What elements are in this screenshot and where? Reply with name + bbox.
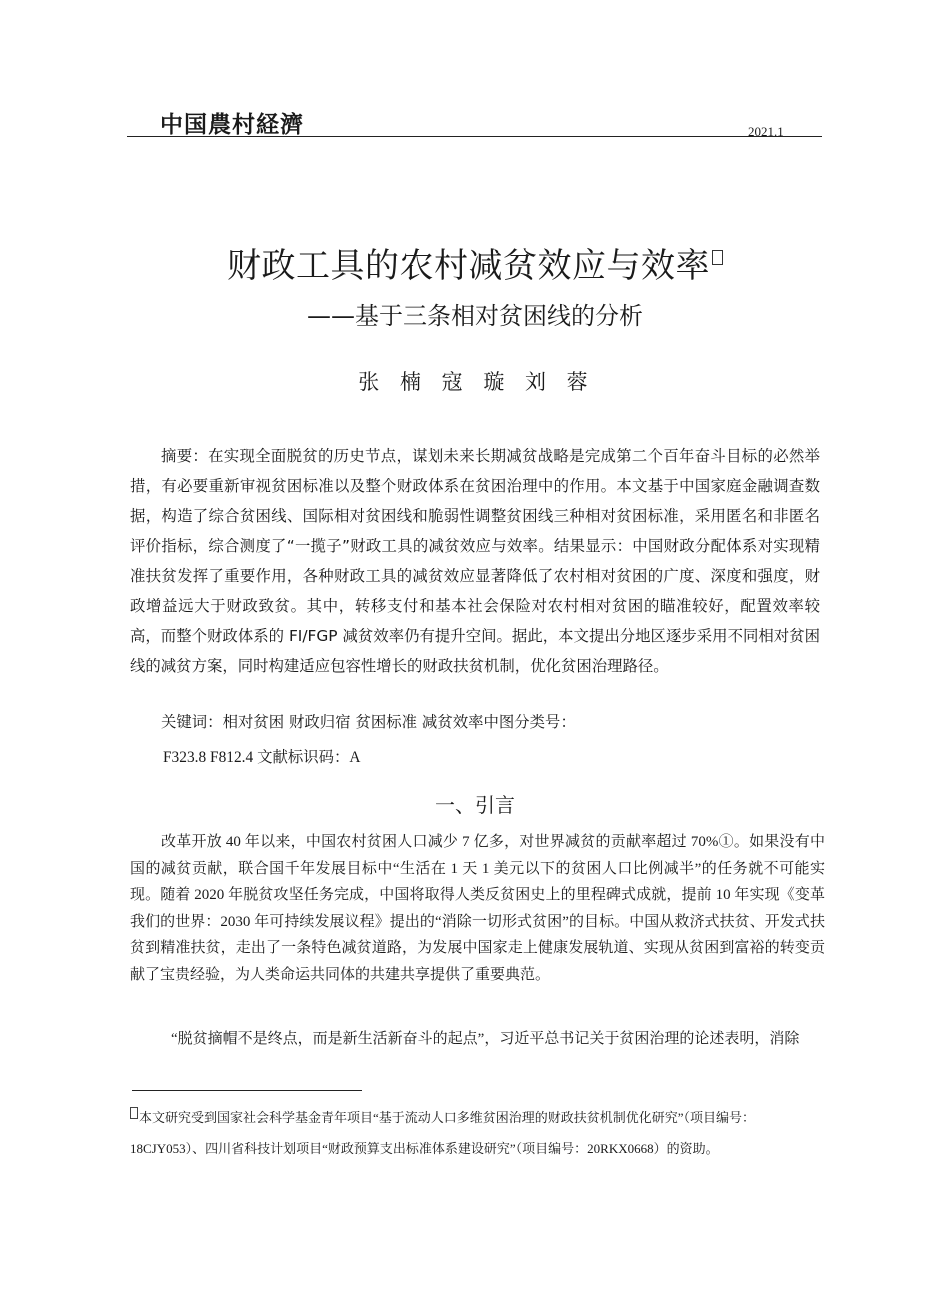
article-title-text: 财政工具的农村减贫效应与效率	[227, 246, 710, 286]
abstract-text: 摘要：在实现全面脱贫的历史节点，谋划未来长期减贫战略是完成第二个百年奋斗目标的必然举措，有必要重新审视贫困标准以及整个财政体系在贫困治理中的作用。本文基于中国家庭金融调查数据，构造了综合贫困线、国际相对贫困线和脆弱性调整贫困线三种相对贫困标准，采用匿名和非匿名评价指标，综合测度了“一揽子”财政工具的减贫效应与效率。结果显示：中国财政分配体系对实现精准扶贫发挥了重要作用，各种财政工具的减贫效应显著降低了农村相对贫困的广度、深度和强度，财政增益远大于财政致贫。其中，转移支付和基本社会保险对农村相对贫困的瞄准较好，配置效率较高，而整个财政体系的 FI/FGP 减贫效率仍有提升空间。据此，本文提出分地区逐步采用不同相对贫困线的减贫方案，同时构建适应包容性增长的财政扶贫机制，优化贫困治理路径。	[130, 447, 820, 675]
header-rule	[127, 136, 822, 137]
issue-date: 2021.1	[748, 124, 784, 139]
footnote	[130, 1102, 830, 1164]
body-paragraph-2-text: “脱贫摘帽不是终点，而是新生活新奋斗的起点”，习近平总书记关于贫困治理的论述表明，消除	[171, 1031, 800, 1047]
authors: 张 楠 寇 璇 刘 蓉	[358, 370, 592, 394]
classification-codes: F323.8 F812.4 文献标识码：A	[163, 749, 361, 766]
body-paragraph-1-text: 改革开放 40 年以来，中国农村贫困人口减少 7 亿多，对世界减贫的贡献率超过 70%①。如果没有中国的减贫贡献，联合国千年发展目标中“生活在 1 天 1 美元以下的贫困人口比例减半”的任务就不可能实现。随着 2020 年脱贫攻坚任务完成，中国将取得人类反贫困史上的里程碑式成就，提前 10 年实现《变革我们的世界：2030 年可持续发展议程》提出的“消除一切形式贫困”的目标。中国从救济式扶贫、开发式扶贫到精准扶贫，走出了一条特色减贫道路，为发展中国家走上健康发展轨道、实现从贫困到富裕的转变贡献了宝贵经验，为人类命运共同体的共建共享提供了重要典范。	[130, 834, 825, 983]
body-paragraph-2	[130, 1028, 825, 1051]
footnote-marker-icon	[130, 1107, 138, 1119]
footnote-text: 本文研究受到国家社会科学基金青年项目“基于流动人口多维贫困治理的财政扶贫机制优化研究”（项目编号：18CJY053）、四川省科技计划项目“财政预算支出标准体系建设研究”（项目编号：20RKX0668）的资助。	[130, 1110, 756, 1156]
footnote-marker-icon	[712, 250, 723, 265]
abstract	[130, 441, 820, 681]
journal-logo: 中国農村経濟	[160, 111, 304, 138]
keywords: 关键词：相对贫困 财政归宿 贫困标准 减贫效率中图分类号：	[161, 713, 576, 731]
article-title	[0, 238, 950, 287]
article-subtitle: ——基于三条相对贫困线的分析	[307, 302, 643, 330]
footnote-rule	[132, 1090, 362, 1091]
section-heading: 一、引言	[435, 793, 515, 817]
body-paragraph-1	[130, 829, 825, 988]
